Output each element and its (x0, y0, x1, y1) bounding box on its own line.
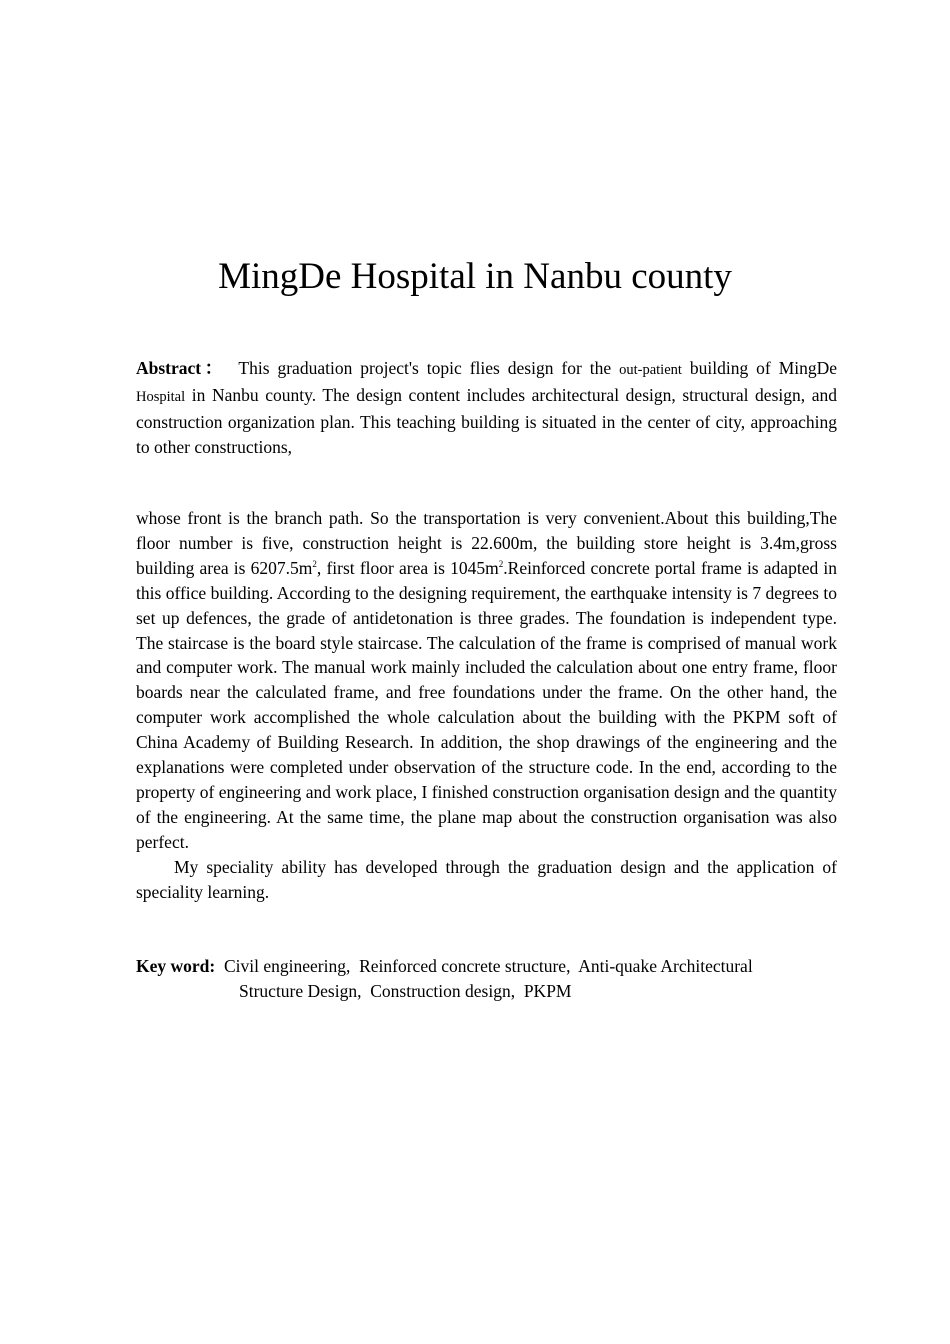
abstract-text-small-1: out-patient (619, 362, 682, 378)
body-text-2: , first floor area is 1045m (316, 557, 499, 578)
keywords-label: Key word: (136, 956, 216, 976)
abstract-text-1: This graduation project's topic flies design for the (238, 358, 612, 378)
abstract-colon: ： (201, 358, 226, 378)
body-paragraph-2: My speciality ability has developed through the graduation design and the application of speciality learning. (136, 856, 837, 902)
abstract-paragraph (136, 356, 837, 460)
abstract-text-3: in Nanbu county. The design content includes architectural design, structural design, and construction organization plan. This teaching building is situated in the center of city, approaching to other constructions, (136, 384, 838, 457)
keywords-section (136, 954, 837, 1004)
abstract-label: Abstract (136, 358, 202, 378)
document-title: MingDe Hospital in Nanbu county (218, 256, 732, 297)
body-paragraph-1 (136, 506, 837, 855)
superscript-1: 2 (312, 558, 317, 569)
abstract-text-small-2: Hospital (136, 388, 186, 405)
keywords-text-1: Civil engineering, Reinforced concrete structure, Anti-quake Architectural (223, 956, 753, 976)
body-text-3: .Reinforced concrete portal frame is adapted in this office building. According to the designing requirement, the earthquake intensity is 7 degrees to set up defences, the grade of antidetonation is three grades. The foundation is independent type. The staircase is the board style staircase. The calculation of the frame is comprised of manual work and computer work. The manual work mainly included the calculation about one entry frame, floor boards near the calculated frame, and free foundations under the frame. On the other hand, the computer work accomplished the whole calculation about the building with the PKPM soft of China Academy of Building Research. In addition, the shop drawings of the engineering and the explanations were completed under observation of the structure code. In the end, according to the property of engineering and work place, I finished construction organisation design and the quantity of the engineering. At the same time, the plane map about the construction organisation was also perfect. (136, 557, 837, 852)
keywords-line-1 (136, 954, 837, 979)
body-text-1: whose front is the branch path. So the transportation is very convenient.About this building,The floor number is five, construction height is 22.600m, the building store height is 3.4m,gross building area is 6207.5m (136, 508, 837, 578)
body-text (136, 506, 837, 905)
superscript-2: 2 (498, 558, 504, 569)
abstract-text-2: building of MingDe (689, 358, 838, 378)
keywords-line-2: Structure Design, Construction design, PKPM (239, 980, 572, 1001)
